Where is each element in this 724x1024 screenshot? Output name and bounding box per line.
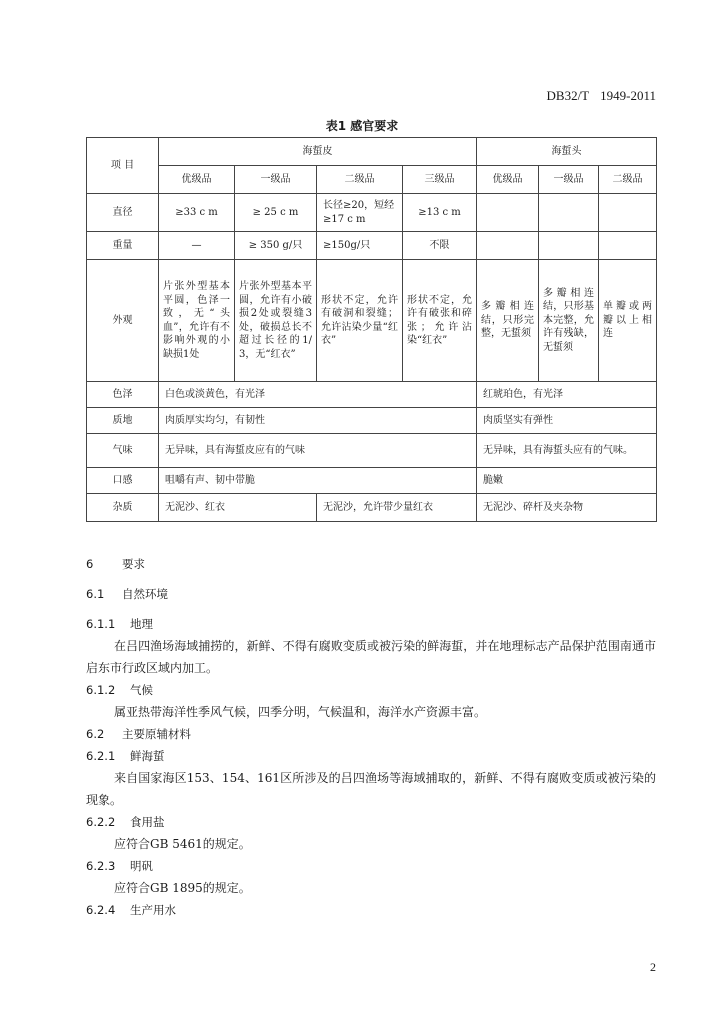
table-cell: 无泥沙、红衣	[159, 494, 317, 522]
table-cell: 片张外型基本平圆，允许有小破损2处或裂缝3处，破损总长不超过长径的1/3，无“红衣”	[235, 260, 317, 382]
section-heading: 6.2.4 生产用水	[86, 903, 176, 917]
table-cell: 形状不定，允许有破洞和裂缝；允许沾染少量“红衣”	[317, 260, 403, 382]
grade-header: 优级品	[159, 166, 235, 194]
grade-header: 二级品	[317, 166, 403, 194]
table-title: 表1 感官要求	[325, 119, 399, 133]
table-cell: —	[159, 232, 235, 260]
grade-header: 二级品	[599, 166, 657, 194]
table-row	[87, 434, 657, 468]
table-row	[87, 382, 657, 408]
table-corner-header: 项 目	[87, 138, 159, 194]
table-cell: 无异味，具有海蜇头应有的气味。	[477, 434, 657, 468]
paragraph: 在吕四渔场海域捕捞的，新鲜、不得有腐败变质或被污染的鲜海蜇，并在地理标志产品保护范围南通市启东市行政区域内加工。	[86, 639, 656, 675]
table-row	[87, 194, 657, 232]
table-cell: 单瓣或两瓣以上相连	[599, 260, 657, 382]
row-label: 直径	[87, 194, 159, 232]
table-cell: 形状不定，允许有破张和碎张；允许沾染“红衣”	[403, 260, 477, 382]
section-heading: 6.2.1 鲜海蜇	[86, 749, 165, 763]
table-cell-empty	[477, 232, 539, 260]
table-row	[87, 260, 657, 382]
section-heading: 6 要求	[86, 557, 145, 571]
grade-header: 一级品	[235, 166, 317, 194]
group-header-head: 海蜇头	[477, 138, 657, 166]
table-row	[87, 408, 657, 434]
paragraph: 来自国家海区153、154、161区所涉及的吕四渔场等海域捕取的，新鲜、不得有腐败变质或被污染的现象。	[86, 771, 656, 807]
table-cell-empty	[599, 232, 657, 260]
row-label: 重量	[87, 232, 159, 260]
standard-code: DB32/T 1949-2011	[546, 88, 656, 103]
table-cell-empty	[599, 194, 657, 232]
table-cell: 白色或淡黄色，有光泽	[159, 382, 477, 408]
section-heading: 6.1.1 地理	[86, 617, 153, 631]
row-label: 外观	[87, 260, 159, 382]
row-label: 气味	[87, 434, 159, 468]
table-row	[87, 232, 657, 260]
paragraph: 应符合GB 1895的规定。	[114, 881, 251, 895]
row-label: 质地	[87, 408, 159, 434]
row-label: 色泽	[87, 382, 159, 408]
table-cell: ≥ 350 g/只	[235, 232, 317, 260]
table-cell: ≥150g/只	[317, 232, 403, 260]
table-cell: 肉质厚实均匀，有韧性	[159, 408, 477, 434]
grade-header: 一级品	[539, 166, 599, 194]
table-cell: ≥ 25 c m	[235, 194, 317, 232]
table-cell: 片张外型基本平圆，色泽一致，无“头血”，允许有不影响外观的小缺损1处	[159, 260, 235, 382]
paragraph: 属亚热带海洋性季风气候，四季分明，气候温和，海洋水产资源丰富。	[114, 705, 487, 719]
section-heading: 6.1 自然环境	[86, 587, 168, 601]
grade-header: 优级品	[477, 166, 539, 194]
table-cell: 多瓣相连结，只形基本完整，允许有残缺，无蜇须	[539, 260, 599, 382]
table-cell: 无异味，具有海蜇皮应有的气味	[159, 434, 477, 468]
body-sections	[86, 553, 656, 921]
table-cell: 脆嫩	[477, 468, 657, 494]
table-cell-empty	[539, 194, 599, 232]
grade-header: 三级品	[403, 166, 477, 194]
table-cell: 红琥珀色，有光泽	[477, 382, 657, 408]
row-label: 杂质	[87, 494, 159, 522]
paragraph: 应符合GB 5461的规定。	[114, 837, 251, 851]
table-row	[87, 494, 657, 522]
table-cell: 无泥沙，允许带少量红衣	[317, 494, 477, 522]
section-heading: 6.2 主要原辅材料	[86, 727, 191, 741]
table-cell: ≥13 c m	[403, 194, 477, 232]
section-heading: 6.2.2 食用盐	[86, 815, 165, 829]
table-cell-empty	[539, 232, 599, 260]
page-number: 2	[650, 960, 656, 974]
table-cell: 无泥沙、碎杆及夹杂物	[477, 494, 657, 522]
section-heading: 6.1.2 气候	[86, 683, 153, 697]
table-row	[87, 468, 657, 494]
table-cell: ≥33 c m	[159, 194, 235, 232]
section-heading: 6.2.3 明矾	[86, 859, 153, 873]
table-cell: 咀嚼有声、韧中带脆	[159, 468, 477, 494]
table-cell: 不限	[403, 232, 477, 260]
table-cell-empty	[477, 194, 539, 232]
table-cell: 肉质坚实有弹性	[477, 408, 657, 434]
table-cell: 长径≥20，短经≥17 c m	[317, 194, 403, 232]
group-header-skin: 海蜇皮	[159, 138, 477, 166]
sensory-requirements-table	[86, 137, 657, 522]
row-label: 口感	[87, 468, 159, 494]
table-cell: 多瓣相连结，只形完整，无蜇须	[477, 260, 539, 382]
